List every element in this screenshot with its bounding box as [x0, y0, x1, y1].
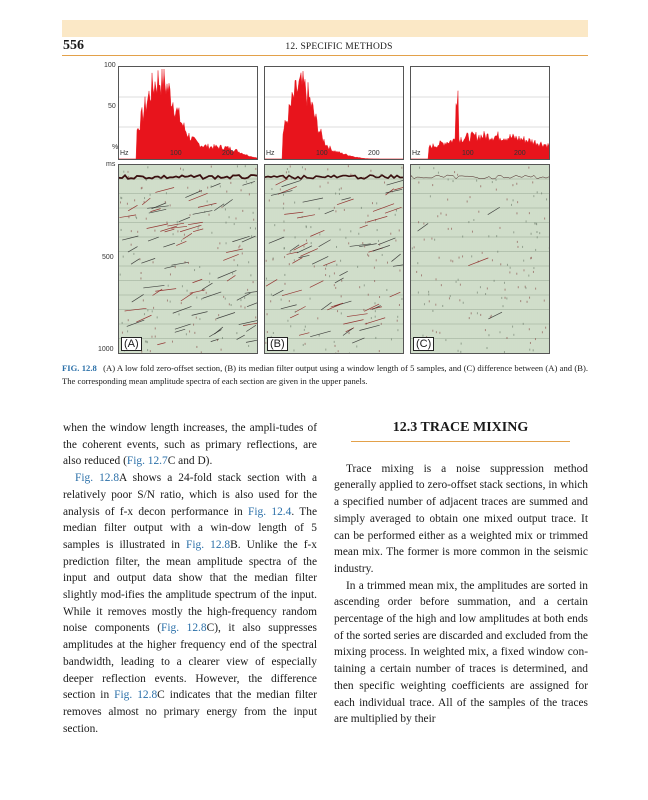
figure-link[interactable]: Fig. 12.8: [114, 689, 158, 702]
spectrum-c-x-100: 100: [462, 150, 474, 157]
section-panel-b: [264, 164, 404, 354]
spectrum-panel-a: [118, 66, 258, 160]
spectrum-b-x-hz: Hz: [266, 150, 275, 157]
spectrum-b-x-100: 100: [316, 150, 328, 157]
figure-12-8: [70, 58, 590, 358]
figure-caption-text: (A) A low fold zero-offset section, (B) its median filter output using a window length of 5 samples, and (C) difference between (A) and (B). The corresponding mean amplitude spectra of each section are given in the upper panels.: [62, 363, 588, 386]
figure-link[interactable]: Fig. 12.4: [248, 505, 292, 518]
panel-tag-c: (C): [413, 337, 434, 351]
spectrum-panel-b: [264, 66, 404, 160]
spectrum-a-x-hz: Hz: [120, 150, 129, 157]
figure-link[interactable]: Fig. 12.8: [75, 472, 120, 485]
running-title: 12. SPECIFIC METHODS: [285, 42, 393, 52]
time-axis-1000: 1000: [98, 346, 114, 353]
right-paragraph-2: In a trimmed mean mix, the amplitudes are sorted in ascending order before summation, and a certain percentage of the high and low amplitudes at both ends of the sorted series are discarded and excluded from the mixing process. In weighted mix, a fixed window con-taining a certain number of traces is determined, and then specific weighting coefficients are assigned for each individual trace. All of the samples of the traces are multiplied by their: [334, 579, 588, 726]
specB-fill: [265, 71, 403, 159]
seismic-section-b: [265, 165, 403, 353]
section-panel-c: [410, 164, 550, 354]
spectrum-b-plot: [265, 67, 403, 159]
right-column: [334, 420, 588, 728]
text-run: when the window length increases, the ampli-tudes of the coherent events, such as primary reflections, are also reduced (: [63, 422, 317, 468]
spectrum-c-x-hz: Hz: [412, 150, 421, 157]
text-run: A shows a 24-fold stack section with a relatively poor S/N ratio, which is also used for the analysis of f-x decon performance in: [63, 472, 318, 518]
figure-link[interactable]: Fig. 12.8: [161, 622, 207, 635]
text-run: . The median filter output with a win-dow length of 5 samples is illustrated in: [63, 505, 318, 551]
panel-tag-a: (A): [121, 337, 142, 351]
page-number: 556: [63, 38, 84, 53]
text-run: C and D).: [167, 455, 213, 468]
figure-caption-id: FIG. 12.8: [62, 363, 97, 373]
spectrum-c-plot: [411, 67, 549, 159]
figure-link[interactable]: Fig. 12.7: [126, 455, 168, 468]
specC-fill: [411, 91, 549, 159]
text-run: C), it also suppresses amplitudes at the higher frequency end of the spectral bandwidth, leading to a clearer view of especially deeper reflection events. However, the difference section in: [63, 622, 317, 702]
right-paragraph-1: Trace mixing is a noise suppression method generally applied to zero-offset stack sections, in which a specified number of adjacent traces are summed and simply averaged to obtain one mixed output trace. It can be performed either as a weighted mix or trimmed mean mix. The former is more common in the seismic industry.: [334, 462, 588, 575]
spectrum-a-x-100: 100: [170, 150, 182, 157]
spectrum-a-plot: [119, 67, 257, 159]
panel-tag-b: (B): [267, 337, 288, 351]
left-paragraph-1: [63, 420, 317, 470]
spectrum-y-tick-50: 50: [108, 103, 116, 110]
header-rule: [62, 55, 588, 56]
spectrum-y-tick-100: 100: [104, 62, 116, 69]
time-axis-unit: ms: [106, 161, 116, 168]
spectrum-b-x-200: 200: [368, 150, 380, 157]
spectrum-c-x-200: 200: [514, 150, 526, 157]
seismic-section-a: [119, 165, 257, 353]
left-column: [63, 420, 317, 737]
specA-fill: [119, 69, 257, 159]
spectrum-y-tick-percent: %: [112, 144, 119, 151]
text-run: C indicates that the median filter removes almost no primary energy from the input section.: [63, 689, 318, 735]
section-panel-a: [118, 164, 258, 354]
header-bar: [62, 20, 588, 37]
section-title: 12.3 TRACE MIXING: [351, 420, 570, 442]
spectrum-panel-c: [410, 66, 550, 160]
left-paragraph-2: [63, 470, 317, 737]
figure-caption: [62, 362, 588, 387]
figure-link[interactable]: Fig. 12.8: [186, 538, 231, 551]
spectrum-a-x-200: 200: [222, 150, 234, 157]
text-run: B. Unlike the f-x prediction filter, the mean amplitude spectra of the input and output data show that the median filter slightly mod-ifies the amplitude spectrum of the input. While it removes mostly the high-frequency random noise components (: [63, 538, 317, 635]
seismic-section-c: [411, 165, 549, 353]
time-axis-500: 500: [102, 254, 114, 261]
